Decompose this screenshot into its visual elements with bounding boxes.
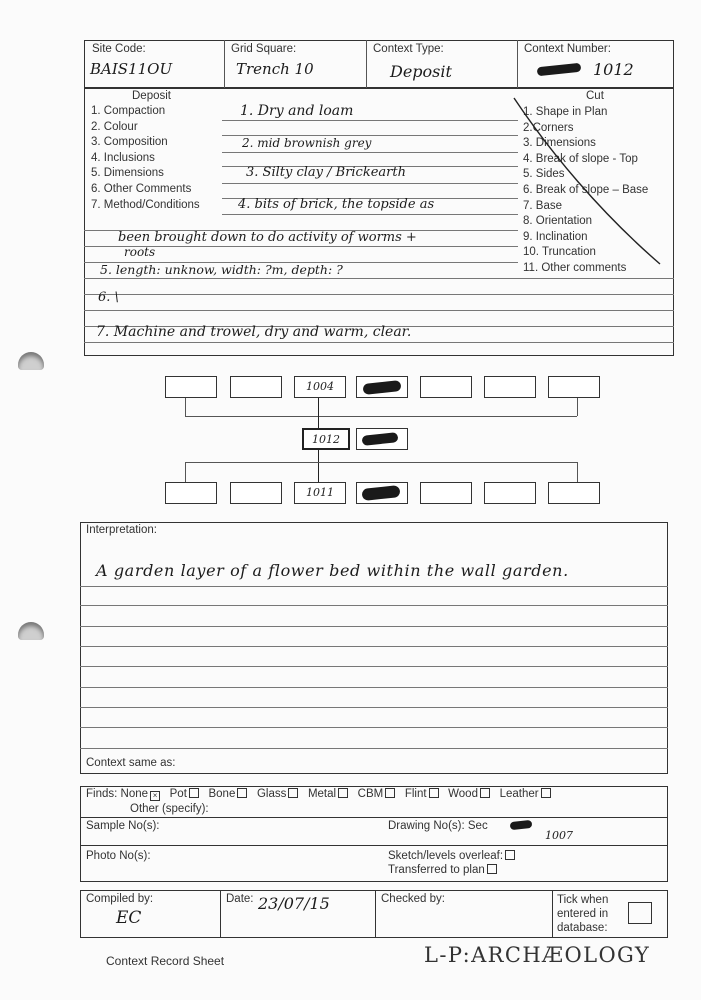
- cut-item: 10. Truncation: [523, 246, 596, 259]
- cut-item: 4. Break of slope - Top: [523, 152, 638, 165]
- checkbox-none-checked[interactable]: ×: [150, 791, 160, 801]
- cut-item: 8. Orientation: [523, 215, 593, 228]
- interpretation-text: A garden layer of a flower bed within the wall garden.: [96, 561, 569, 580]
- brand-logo-text: L-P:ARCHÆOLOGY: [424, 943, 651, 967]
- matrix-box-above: 1004: [294, 376, 346, 398]
- cut-item: 3. Dimensions: [523, 137, 596, 150]
- cut-item: 5. Sides: [523, 168, 565, 181]
- matrix-box: [165, 376, 217, 398]
- sheet-title: Context Record Sheet: [106, 954, 225, 968]
- deposit-item: 6. Other Comments: [91, 182, 192, 195]
- checkbox-leather[interactable]: [541, 788, 551, 798]
- interpretation-box: [80, 522, 668, 774]
- desc-line-inclusions: 4. bits of brick, the topside as: [238, 197, 435, 212]
- matrix-box-crossed: [356, 482, 408, 504]
- finds-metal: Metal: [308, 788, 348, 800]
- cut-item: 2.Corners: [523, 121, 574, 134]
- checked-by-label: Checked by:: [381, 893, 445, 905]
- matrix-box-crossed: [356, 428, 408, 450]
- desc-line-other-comments: 6. \: [98, 290, 119, 305]
- matrix-box: [230, 376, 282, 398]
- desc-line-method: 7. Machine and trowel, dry and warm, clear.: [96, 324, 412, 340]
- drawing-label: Drawing No(s): Sec: [388, 820, 488, 832]
- context-number-value: 1012: [593, 60, 634, 79]
- cut-title: Cut: [586, 90, 604, 102]
- sketch-label: Sketch/levels overleaf:: [388, 850, 504, 862]
- matrix-box: [230, 482, 282, 504]
- photo-label: Photo No(s):: [86, 850, 151, 862]
- matrix-box-current: 1012: [302, 428, 350, 450]
- sample-label: Sample No(s):: [86, 820, 160, 832]
- deposit-item: 7. Method/Conditions: [91, 198, 200, 211]
- checkbox-bone[interactable]: [237, 788, 247, 798]
- checkbox-metal[interactable]: [338, 788, 348, 798]
- finds-row: [86, 788, 551, 801]
- finds-cbm: CBM: [358, 788, 396, 800]
- cut-item: 1. Shape in Plan: [523, 106, 608, 118]
- finds-wood: Wood: [448, 788, 490, 800]
- interpretation-label: Interpretation:: [86, 524, 157, 536]
- cut-item: 6. Break of slope – Base: [523, 183, 649, 196]
- matrix-box: [420, 376, 472, 398]
- site-code-label: Site Code:: [92, 43, 146, 55]
- finds-none: None ×: [121, 788, 161, 800]
- matrix-box: [484, 482, 536, 504]
- finds-label: Finds:: [86, 788, 118, 800]
- finds-glass: Glass: [257, 788, 298, 800]
- compiled-by-label: Compiled by:: [86, 893, 154, 905]
- desc-line-inclusions-cont2: roots: [124, 245, 156, 259]
- deposit-item: 4. Inclusions: [91, 151, 155, 164]
- finds-leather: Leather: [500, 788, 551, 800]
- deposit-item: 2. Colour: [91, 120, 138, 133]
- matrix-box-below: 1011: [294, 482, 346, 504]
- checkbox-flint[interactable]: [429, 788, 439, 798]
- compiled-by-value: EC: [116, 908, 142, 928]
- cut-item: 11. Other comments: [523, 261, 627, 274]
- transferred-row: [388, 864, 497, 876]
- checkbox-glass[interactable]: [288, 788, 298, 798]
- matrix-box: [548, 482, 600, 504]
- other-specify-label: Other (specify):: [130, 803, 209, 815]
- context-number-label: Context Number:: [524, 43, 611, 55]
- desc-line-compaction: 1. Dry and loam: [240, 103, 354, 119]
- deposit-item: 3. Composition: [91, 136, 168, 149]
- finds-flint: Flint: [405, 788, 439, 800]
- checkbox-wood[interactable]: [480, 788, 490, 798]
- deposit-item: 5. Dimensions: [91, 167, 164, 180]
- deposit-item: 1. Compaction: [91, 105, 166, 117]
- date-value: 23/07/15: [258, 894, 330, 913]
- desc-line-dimensions: 5. length: unknow, width: ?m, depth: ?: [100, 262, 343, 277]
- context-type-value: Deposit: [390, 62, 452, 81]
- checkbox-pot[interactable]: [189, 788, 199, 798]
- context-same-as-label: Context same as:: [86, 757, 176, 769]
- desc-line-colour: 2. mid brownish grey: [242, 136, 372, 150]
- grid-square-value: Trench 10: [236, 60, 314, 78]
- matrix-box: [548, 376, 600, 398]
- tick-label: Tick when entered in database:: [557, 894, 609, 934]
- checkbox-sketch[interactable]: [505, 850, 515, 860]
- cut-item: 7. Base: [523, 199, 562, 212]
- checkbox-transferred[interactable]: [487, 864, 497, 874]
- finds-bone: Bone: [208, 788, 247, 800]
- cut-item: 9. Inclination: [523, 230, 588, 243]
- matrix-box: [165, 482, 217, 504]
- matrix-box-crossed: [356, 376, 408, 398]
- date-label: Date:: [226, 893, 254, 905]
- finds-pot: Pot: [170, 788, 199, 800]
- context-type-label: Context Type:: [373, 43, 444, 55]
- database-tick-box[interactable]: [628, 902, 652, 924]
- matrix-box: [420, 482, 472, 504]
- grid-square-label: Grid Square:: [231, 43, 297, 55]
- sketch-row: [388, 850, 515, 862]
- matrix-box: [484, 376, 536, 398]
- site-code-value: BAIS11OU: [90, 60, 173, 78]
- desc-line-inclusions-cont: been brought down to do activity of worms +: [118, 230, 417, 245]
- drawing-value: 1007: [545, 829, 573, 842]
- deposit-title: Deposit: [132, 90, 171, 102]
- checkbox-cbm[interactable]: [385, 788, 395, 798]
- desc-line-composition: 3. Silty clay / Brickearth: [246, 165, 406, 180]
- transferred-label: Transferred to plan: [388, 864, 485, 876]
